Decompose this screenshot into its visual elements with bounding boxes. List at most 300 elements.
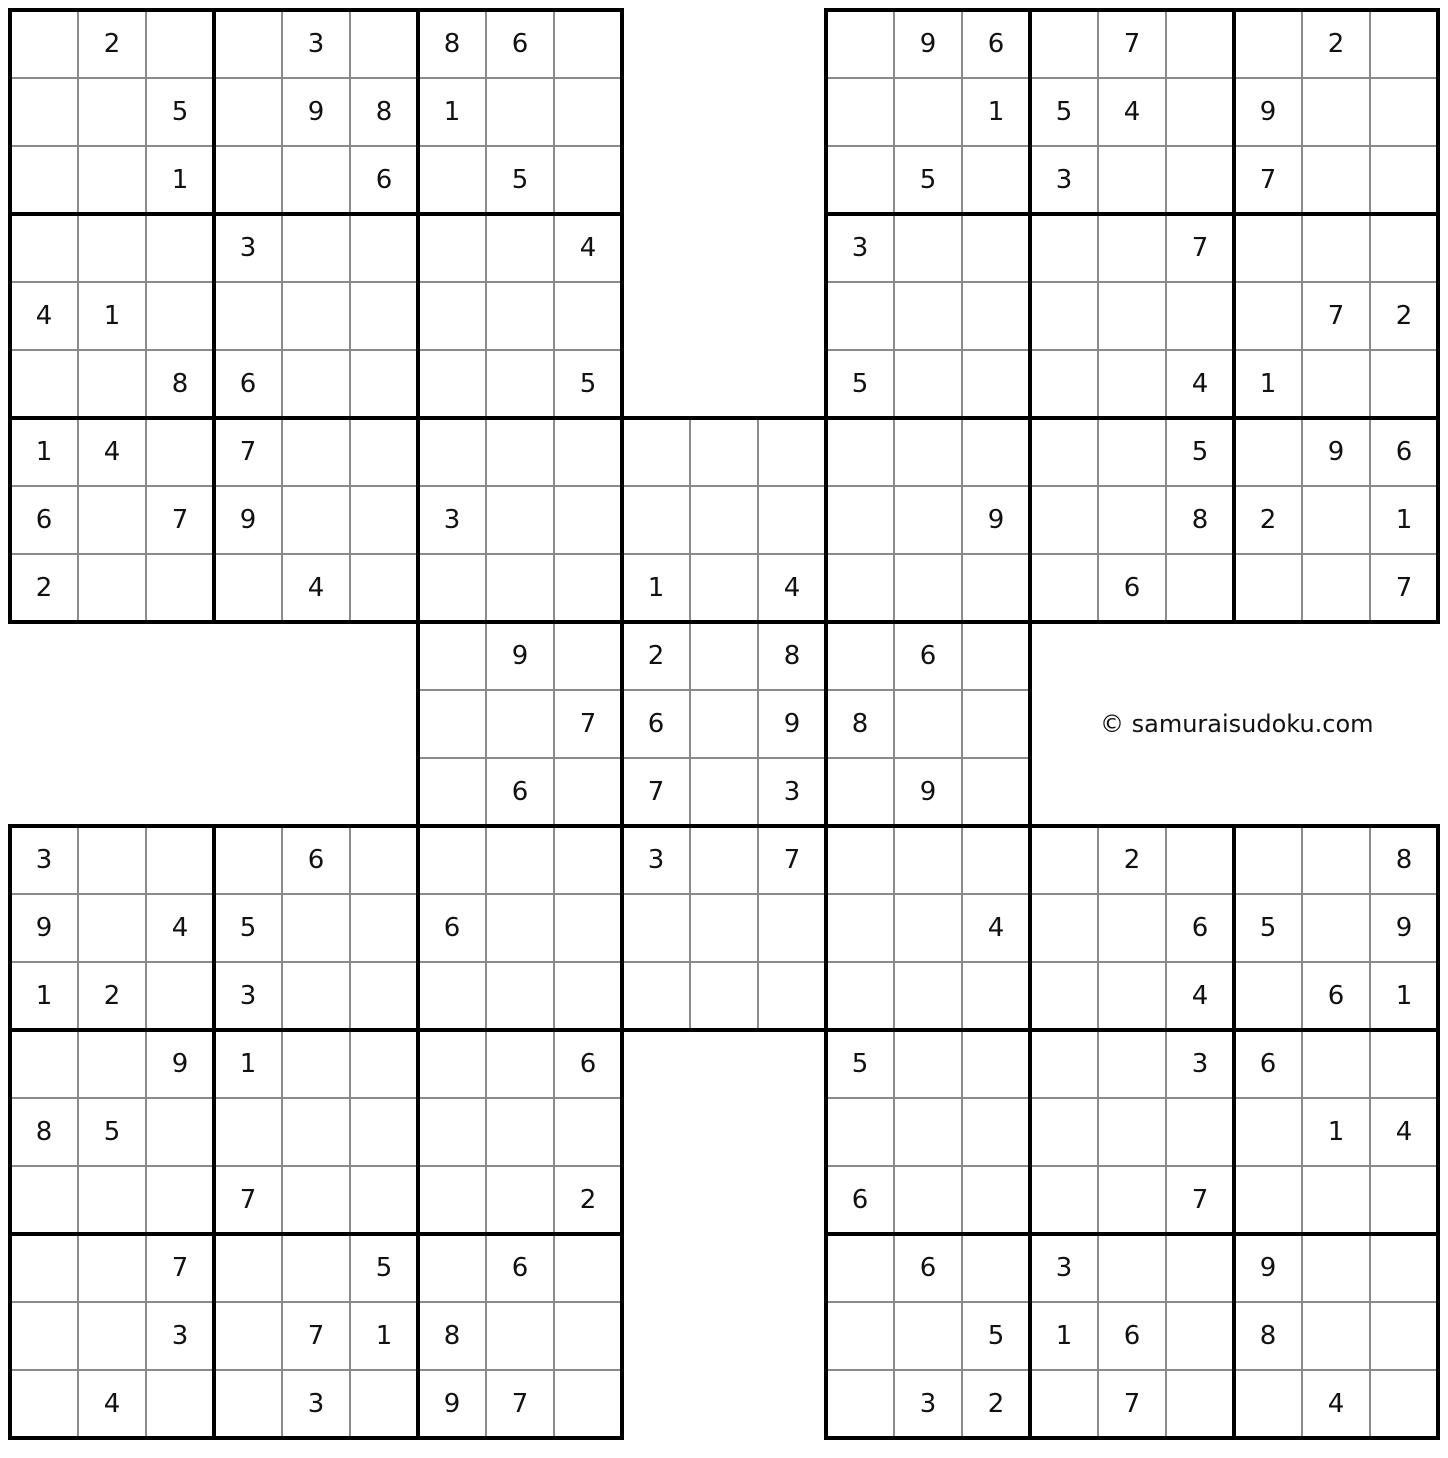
sudoku-cell-r4-c14[interactable] (962, 282, 1030, 350)
sudoku-cell-r19-c3[interactable] (214, 1302, 282, 1370)
sudoku-clue-r7-c14[interactable]: 9 (987, 505, 1005, 535)
sudoku-cell-r18-c4[interactable] (282, 1234, 350, 1302)
sudoku-cell-r3-c1[interactable] (78, 214, 146, 282)
sudoku-cell-r16-c13[interactable] (894, 1098, 962, 1166)
sudoku-cell-r20-c17[interactable] (1166, 1370, 1234, 1438)
sudoku-cell-r9-c10[interactable] (690, 622, 758, 690)
sudoku-clue-r15-c17[interactable]: 3 (1191, 1049, 1209, 1079)
sudoku-clue-r0-c7[interactable]: 6 (511, 29, 529, 59)
sudoku-clue-r1-c15[interactable]: 5 (1055, 97, 1073, 127)
sudoku-clue-r19-c4[interactable]: 7 (307, 1321, 325, 1351)
sudoku-clue-r4-c1[interactable]: 1 (103, 301, 121, 331)
sudoku-clue-r13-c18[interactable]: 5 (1259, 913, 1277, 943)
sudoku-cell-r2-c0[interactable] (10, 146, 78, 214)
sudoku-cell-r5-c16[interactable] (1098, 350, 1166, 418)
sudoku-cell-r1-c7[interactable] (486, 78, 554, 146)
sudoku-cell-r19-c8[interactable] (554, 1302, 622, 1370)
sudoku-clue-r15-c8[interactable]: 6 (579, 1049, 597, 1079)
sudoku-cell-r7-c1[interactable] (78, 486, 146, 554)
sudoku-cell-r0-c2[interactable] (146, 10, 214, 78)
sudoku-cell-r13-c4[interactable] (282, 894, 350, 962)
sudoku-clue-r4-c19[interactable]: 7 (1327, 301, 1345, 331)
sudoku-cell-r16-c4[interactable] (282, 1098, 350, 1166)
sudoku-cell-r4-c2[interactable] (146, 282, 214, 350)
sudoku-cell-r14-c12[interactable] (826, 962, 894, 1030)
sudoku-cell-r2-c20[interactable] (1370, 146, 1438, 214)
sudoku-clue-r15-c18[interactable]: 6 (1259, 1049, 1277, 1079)
sudoku-clue-r18-c2[interactable]: 7 (171, 1253, 189, 1283)
sudoku-cell-r13-c8[interactable] (554, 894, 622, 962)
sudoku-cell-r7-c7[interactable] (486, 486, 554, 554)
sudoku-cell-r4-c4[interactable] (282, 282, 350, 350)
sudoku-clue-r16-c0[interactable]: 8 (35, 1117, 53, 1147)
sudoku-clue-r6-c1[interactable]: 4 (103, 437, 121, 467)
sudoku-cell-r1-c19[interactable] (1302, 78, 1370, 146)
sudoku-clue-r19-c2[interactable]: 3 (171, 1321, 189, 1351)
sudoku-cell-r11-c6[interactable] (418, 758, 486, 826)
sudoku-cell-r18-c0[interactable] (10, 1234, 78, 1302)
sudoku-cell-r15-c0[interactable] (10, 1030, 78, 1098)
sudoku-clue-r18-c13[interactable]: 6 (919, 1253, 937, 1283)
sudoku-cell-r12-c5[interactable] (350, 826, 418, 894)
sudoku-cell-r6-c5[interactable] (350, 418, 418, 486)
sudoku-cell-r4-c17[interactable] (1166, 282, 1234, 350)
sudoku-cell-r18-c3[interactable] (214, 1234, 282, 1302)
sudoku-clue-r9-c9[interactable]: 2 (647, 641, 665, 671)
sudoku-cell-r6-c12[interactable] (826, 418, 894, 486)
sudoku-cell-r16-c12[interactable] (826, 1098, 894, 1166)
sudoku-cell-r19-c0[interactable] (10, 1302, 78, 1370)
sudoku-cell-r8-c3[interactable] (214, 554, 282, 622)
sudoku-cell-r13-c12[interactable] (826, 894, 894, 962)
sudoku-clue-r3-c3[interactable]: 3 (239, 233, 257, 263)
sudoku-cell-r12-c3[interactable] (214, 826, 282, 894)
sudoku-cell-r4-c13[interactable] (894, 282, 962, 350)
sudoku-cell-r15-c13[interactable] (894, 1030, 962, 1098)
sudoku-cell-r7-c9[interactable] (622, 486, 690, 554)
sudoku-cell-r15-c14[interactable] (962, 1030, 1030, 1098)
sudoku-cell-r5-c14[interactable] (962, 350, 1030, 418)
sudoku-cell-r2-c8[interactable] (554, 146, 622, 214)
sudoku-cell-r7-c16[interactable] (1098, 486, 1166, 554)
sudoku-cell-r18-c12[interactable] (826, 1234, 894, 1302)
sudoku-clue-r17-c12[interactable]: 6 (851, 1185, 869, 1215)
sudoku-cell-r18-c19[interactable] (1302, 1234, 1370, 1302)
sudoku-clue-r1-c14[interactable]: 1 (987, 97, 1005, 127)
sudoku-cell-r0-c15[interactable] (1030, 10, 1098, 78)
sudoku-cell-r14-c7[interactable] (486, 962, 554, 1030)
sudoku-clue-r20-c1[interactable]: 4 (103, 1389, 121, 1419)
sudoku-clue-r8-c20[interactable]: 7 (1395, 573, 1413, 603)
sudoku-cell-r18-c6[interactable] (418, 1234, 486, 1302)
sudoku-clue-r15-c3[interactable]: 1 (239, 1049, 257, 1079)
sudoku-cell-r11-c10[interactable] (690, 758, 758, 826)
sudoku-clue-r20-c6[interactable]: 9 (443, 1389, 461, 1419)
sudoku-cell-r15-c19[interactable] (1302, 1030, 1370, 1098)
sudoku-cell-r1-c0[interactable] (10, 78, 78, 146)
sudoku-clue-r13-c20[interactable]: 9 (1395, 913, 1413, 943)
sudoku-cell-r12-c17[interactable] (1166, 826, 1234, 894)
sudoku-cell-r0-c8[interactable] (554, 10, 622, 78)
sudoku-cell-r12-c8[interactable] (554, 826, 622, 894)
sudoku-cell-r5-c13[interactable] (894, 350, 962, 418)
sudoku-cell-r6-c9[interactable] (622, 418, 690, 486)
sudoku-clue-r9-c11[interactable]: 8 (783, 641, 801, 671)
sudoku-cell-r7-c4[interactable] (282, 486, 350, 554)
sudoku-clue-r10-c11[interactable]: 9 (783, 709, 801, 739)
sudoku-cell-r10-c7[interactable] (486, 690, 554, 758)
sudoku-clue-r10-c12[interactable]: 8 (851, 709, 869, 739)
sudoku-clue-r0-c6[interactable]: 8 (443, 29, 461, 59)
sudoku-cell-r4-c7[interactable] (486, 282, 554, 350)
sudoku-cell-r19-c20[interactable] (1370, 1302, 1438, 1370)
sudoku-cell-r7-c5[interactable] (350, 486, 418, 554)
sudoku-cell-r14-c16[interactable] (1098, 962, 1166, 1030)
sudoku-cell-r11-c8[interactable] (554, 758, 622, 826)
sudoku-clue-r4-c0[interactable]: 4 (35, 301, 53, 331)
sudoku-cell-r0-c12[interactable] (826, 10, 894, 78)
sudoku-cell-r0-c0[interactable] (10, 10, 78, 78)
sudoku-cell-r5-c5[interactable] (350, 350, 418, 418)
sudoku-clue-r19-c5[interactable]: 1 (375, 1321, 393, 1351)
sudoku-cell-r8-c10[interactable] (690, 554, 758, 622)
sudoku-cell-r13-c16[interactable] (1098, 894, 1166, 962)
sudoku-clue-r20-c14[interactable]: 2 (987, 1389, 1005, 1419)
sudoku-cell-r2-c16[interactable] (1098, 146, 1166, 214)
sudoku-cell-r19-c19[interactable] (1302, 1302, 1370, 1370)
sudoku-cell-r17-c13[interactable] (894, 1166, 962, 1234)
sudoku-cell-r9-c8[interactable] (554, 622, 622, 690)
sudoku-clue-r7-c20[interactable]: 1 (1395, 505, 1413, 535)
sudoku-cell-r16-c14[interactable] (962, 1098, 1030, 1166)
sudoku-clue-r11-c7[interactable]: 6 (511, 777, 529, 807)
sudoku-cell-r14-c9[interactable] (622, 962, 690, 1030)
sudoku-cell-r3-c14[interactable] (962, 214, 1030, 282)
sudoku-cell-r7-c15[interactable] (1030, 486, 1098, 554)
sudoku-cell-r1-c17[interactable] (1166, 78, 1234, 146)
sudoku-clue-r5-c12[interactable]: 5 (851, 369, 869, 399)
sudoku-cell-r16-c6[interactable] (418, 1098, 486, 1166)
sudoku-clue-r11-c11[interactable]: 3 (783, 777, 801, 807)
sudoku-clue-r5-c3[interactable]: 6 (239, 369, 257, 399)
sudoku-clue-r3-c17[interactable]: 7 (1191, 233, 1209, 263)
sudoku-cell-r12-c12[interactable] (826, 826, 894, 894)
sudoku-clue-r0-c4[interactable]: 3 (307, 29, 325, 59)
sudoku-clue-r4-c20[interactable]: 2 (1395, 301, 1413, 331)
sudoku-clue-r12-c16[interactable]: 2 (1123, 845, 1141, 875)
sudoku-cell-r5-c4[interactable] (282, 350, 350, 418)
sudoku-cell-r17-c7[interactable] (486, 1166, 554, 1234)
sudoku-cell-r5-c6[interactable] (418, 350, 486, 418)
sudoku-cell-r12-c14[interactable] (962, 826, 1030, 894)
sudoku-cell-r20-c8[interactable] (554, 1370, 622, 1438)
sudoku-clue-r7-c17[interactable]: 8 (1191, 505, 1209, 535)
sudoku-cell-r12-c2[interactable] (146, 826, 214, 894)
sudoku-cell-r17-c5[interactable] (350, 1166, 418, 1234)
sudoku-clue-r6-c3[interactable]: 7 (239, 437, 257, 467)
sudoku-cell-r19-c12[interactable] (826, 1302, 894, 1370)
sudoku-clue-r18-c5[interactable]: 5 (375, 1253, 393, 1283)
sudoku-cell-r16-c3[interactable] (214, 1098, 282, 1166)
sudoku-cell-r8-c7[interactable] (486, 554, 554, 622)
sudoku-cell-r2-c19[interactable] (1302, 146, 1370, 214)
sudoku-cell-r10-c10[interactable] (690, 690, 758, 758)
sudoku-cell-r13-c1[interactable] (78, 894, 146, 962)
sudoku-cell-r2-c1[interactable] (78, 146, 146, 214)
sudoku-cell-r3-c18[interactable] (1234, 214, 1302, 282)
sudoku-cell-r17-c20[interactable] (1370, 1166, 1438, 1234)
sudoku-cell-r17-c6[interactable] (418, 1166, 486, 1234)
sudoku-clue-r1-c6[interactable]: 1 (443, 97, 461, 127)
sudoku-cell-r8-c14[interactable] (962, 554, 1030, 622)
sudoku-clue-r0-c16[interactable]: 7 (1123, 29, 1141, 59)
sudoku-cell-r17-c0[interactable] (10, 1166, 78, 1234)
sudoku-cell-r14-c14[interactable] (962, 962, 1030, 1030)
sudoku-cell-r6-c8[interactable] (554, 418, 622, 486)
sudoku-cell-r18-c1[interactable] (78, 1234, 146, 1302)
sudoku-cell-r17-c2[interactable] (146, 1166, 214, 1234)
sudoku-cell-r6-c7[interactable] (486, 418, 554, 486)
sudoku-cell-r19-c1[interactable] (78, 1302, 146, 1370)
sudoku-cell-r13-c7[interactable] (486, 894, 554, 962)
sudoku-clue-r10-c9[interactable]: 6 (647, 709, 665, 739)
sudoku-clue-r8-c11[interactable]: 4 (783, 573, 801, 603)
sudoku-cell-r4-c6[interactable] (418, 282, 486, 350)
sudoku-cell-r14-c13[interactable] (894, 962, 962, 1030)
sudoku-clue-r19-c6[interactable]: 8 (443, 1321, 461, 1351)
sudoku-clue-r10-c8[interactable]: 7 (579, 709, 597, 739)
sudoku-cell-r1-c1[interactable] (78, 78, 146, 146)
sudoku-clue-r6-c0[interactable]: 1 (35, 437, 53, 467)
sudoku-cell-r12-c13[interactable] (894, 826, 962, 894)
sudoku-cell-r5-c19[interactable] (1302, 350, 1370, 418)
sudoku-clue-r17-c17[interactable]: 7 (1191, 1185, 1209, 1215)
sudoku-clue-r0-c19[interactable]: 2 (1327, 29, 1345, 59)
sudoku-cell-r7-c13[interactable] (894, 486, 962, 554)
sudoku-clue-r16-c19[interactable]: 1 (1327, 1117, 1345, 1147)
sudoku-clue-r7-c18[interactable]: 2 (1259, 505, 1277, 535)
sudoku-cell-r4-c18[interactable] (1234, 282, 1302, 350)
sudoku-cell-r2-c6[interactable] (418, 146, 486, 214)
sudoku-cell-r4-c5[interactable] (350, 282, 418, 350)
sudoku-cell-r1-c8[interactable] (554, 78, 622, 146)
sudoku-cell-r20-c20[interactable] (1370, 1370, 1438, 1438)
sudoku-clue-r18-c7[interactable]: 6 (511, 1253, 529, 1283)
sudoku-cell-r15-c6[interactable] (418, 1030, 486, 1098)
sudoku-cell-r1-c13[interactable] (894, 78, 962, 146)
sudoku-cell-r3-c19[interactable] (1302, 214, 1370, 282)
sudoku-cell-r5-c15[interactable] (1030, 350, 1098, 418)
sudoku-cell-r17-c18[interactable] (1234, 1166, 1302, 1234)
sudoku-cell-r14-c8[interactable] (554, 962, 622, 1030)
sudoku-cell-r8-c8[interactable] (554, 554, 622, 622)
sudoku-cell-r14-c4[interactable] (282, 962, 350, 1030)
sudoku-cell-r4-c3[interactable] (214, 282, 282, 350)
sudoku-cell-r0-c17[interactable] (1166, 10, 1234, 78)
sudoku-clue-r8-c4[interactable]: 4 (307, 573, 325, 603)
sudoku-clue-r2-c2[interactable]: 1 (171, 165, 189, 195)
sudoku-cell-r11-c12[interactable] (826, 758, 894, 826)
sudoku-clue-r16-c20[interactable]: 4 (1395, 1117, 1413, 1147)
sudoku-cell-r9-c14[interactable] (962, 622, 1030, 690)
sudoku-clue-r12-c11[interactable]: 7 (783, 845, 801, 875)
sudoku-cell-r14-c10[interactable] (690, 962, 758, 1030)
sudoku-clue-r12-c9[interactable]: 3 (647, 845, 665, 875)
sudoku-clue-r13-c3[interactable]: 5 (239, 913, 257, 943)
sudoku-cell-r17-c14[interactable] (962, 1166, 1030, 1234)
sudoku-clue-r2-c18[interactable]: 7 (1259, 165, 1277, 195)
sudoku-clue-r20-c16[interactable]: 7 (1123, 1389, 1141, 1419)
sudoku-clue-r13-c6[interactable]: 6 (443, 913, 461, 943)
sudoku-cell-r10-c14[interactable] (962, 690, 1030, 758)
sudoku-cell-r3-c7[interactable] (486, 214, 554, 282)
sudoku-clue-r12-c20[interactable]: 8 (1395, 845, 1413, 875)
sudoku-cell-r20-c12[interactable] (826, 1370, 894, 1438)
sudoku-cell-r8-c18[interactable] (1234, 554, 1302, 622)
sudoku-cell-r6-c10[interactable] (690, 418, 758, 486)
sudoku-clue-r1-c2[interactable]: 5 (171, 97, 189, 127)
sudoku-cell-r12-c19[interactable] (1302, 826, 1370, 894)
sudoku-clue-r6-c19[interactable]: 9 (1327, 437, 1345, 467)
sudoku-clue-r14-c20[interactable]: 1 (1395, 981, 1413, 1011)
sudoku-clue-r14-c3[interactable]: 3 (239, 981, 257, 1011)
sudoku-cell-r17-c15[interactable] (1030, 1166, 1098, 1234)
sudoku-cell-r18-c8[interactable] (554, 1234, 622, 1302)
sudoku-cell-r3-c5[interactable] (350, 214, 418, 282)
sudoku-cell-r19-c7[interactable] (486, 1302, 554, 1370)
sudoku-cell-r13-c10[interactable] (690, 894, 758, 962)
sudoku-cell-r15-c1[interactable] (78, 1030, 146, 1098)
sudoku-clue-r2-c15[interactable]: 3 (1055, 165, 1073, 195)
sudoku-cell-r5-c7[interactable] (486, 350, 554, 418)
sudoku-cell-r0-c20[interactable] (1370, 10, 1438, 78)
sudoku-cell-r7-c19[interactable] (1302, 486, 1370, 554)
sudoku-cell-r10-c13[interactable] (894, 690, 962, 758)
sudoku-cell-r8-c1[interactable] (78, 554, 146, 622)
sudoku-clue-r1-c18[interactable]: 9 (1259, 97, 1277, 127)
sudoku-clue-r20-c13[interactable]: 3 (919, 1389, 937, 1419)
sudoku-cell-r11-c14[interactable] (962, 758, 1030, 826)
sudoku-clue-r5-c8[interactable]: 5 (579, 369, 597, 399)
sudoku-cell-r7-c8[interactable] (554, 486, 622, 554)
sudoku-cell-r3-c20[interactable] (1370, 214, 1438, 282)
sudoku-cell-r13-c15[interactable] (1030, 894, 1098, 962)
sudoku-clue-r5-c18[interactable]: 1 (1259, 369, 1277, 399)
sudoku-clue-r0-c14[interactable]: 6 (987, 29, 1005, 59)
sudoku-clue-r1-c5[interactable]: 8 (375, 97, 393, 127)
sudoku-cell-r17-c4[interactable] (282, 1166, 350, 1234)
sudoku-cell-r6-c15[interactable] (1030, 418, 1098, 486)
sudoku-cell-r17-c16[interactable] (1098, 1166, 1166, 1234)
sudoku-cell-r1-c12[interactable] (826, 78, 894, 146)
sudoku-cell-r12-c10[interactable] (690, 826, 758, 894)
sudoku-cell-r6-c13[interactable] (894, 418, 962, 486)
sudoku-cell-r4-c16[interactable] (1098, 282, 1166, 350)
sudoku-cell-r12-c7[interactable] (486, 826, 554, 894)
sudoku-clue-r7-c2[interactable]: 7 (171, 505, 189, 535)
sudoku-clue-r8-c16[interactable]: 6 (1123, 573, 1141, 603)
sudoku-cell-r14-c18[interactable] (1234, 962, 1302, 1030)
sudoku-cell-r0-c18[interactable] (1234, 10, 1302, 78)
sudoku-cell-r8-c15[interactable] (1030, 554, 1098, 622)
sudoku-clue-r3-c8[interactable]: 4 (579, 233, 597, 263)
sudoku-clue-r15-c2[interactable]: 9 (171, 1049, 189, 1079)
sudoku-cell-r14-c11[interactable] (758, 962, 826, 1030)
sudoku-cell-r10-c6[interactable] (418, 690, 486, 758)
sudoku-clue-r2-c5[interactable]: 6 (375, 165, 393, 195)
sudoku-cell-r16-c2[interactable] (146, 1098, 214, 1166)
sudoku-clue-r12-c4[interactable]: 6 (307, 845, 325, 875)
sudoku-clue-r13-c2[interactable]: 4 (171, 913, 189, 943)
sudoku-clue-r15-c12[interactable]: 5 (851, 1049, 869, 1079)
sudoku-cell-r13-c19[interactable] (1302, 894, 1370, 962)
sudoku-clue-r19-c15[interactable]: 1 (1055, 1321, 1073, 1351)
sudoku-cell-r16-c7[interactable] (486, 1098, 554, 1166)
sudoku-cell-r7-c11[interactable] (758, 486, 826, 554)
sudoku-clue-r5-c17[interactable]: 4 (1191, 369, 1209, 399)
sudoku-cell-r6-c2[interactable] (146, 418, 214, 486)
sudoku-cell-r12-c6[interactable] (418, 826, 486, 894)
sudoku-clue-r13-c17[interactable]: 6 (1191, 913, 1209, 943)
sudoku-cell-r16-c16[interactable] (1098, 1098, 1166, 1166)
sudoku-clue-r9-c7[interactable]: 9 (511, 641, 529, 671)
sudoku-cell-r16-c18[interactable] (1234, 1098, 1302, 1166)
sudoku-cell-r0-c5[interactable] (350, 10, 418, 78)
sudoku-cell-r2-c3[interactable] (214, 146, 282, 214)
sudoku-cell-r2-c17[interactable] (1166, 146, 1234, 214)
sudoku-cell-r16-c17[interactable] (1166, 1098, 1234, 1166)
sudoku-cell-r2-c4[interactable] (282, 146, 350, 214)
sudoku-cell-r3-c6[interactable] (418, 214, 486, 282)
sudoku-cell-r6-c18[interactable] (1234, 418, 1302, 486)
sudoku-cell-r6-c11[interactable] (758, 418, 826, 486)
sudoku-clue-r17-c8[interactable]: 2 (579, 1185, 597, 1215)
sudoku-cell-r16-c8[interactable] (554, 1098, 622, 1166)
sudoku-cell-r17-c1[interactable] (78, 1166, 146, 1234)
sudoku-clue-r16-c1[interactable]: 5 (103, 1117, 121, 1147)
sudoku-cell-r0-c3[interactable] (214, 10, 282, 78)
sudoku-clue-r11-c9[interactable]: 7 (647, 777, 665, 807)
sudoku-clue-r13-c0[interactable]: 9 (35, 913, 53, 943)
sudoku-clue-r18-c18[interactable]: 9 (1259, 1253, 1277, 1283)
sudoku-cell-r18-c14[interactable] (962, 1234, 1030, 1302)
sudoku-cell-r17-c19[interactable] (1302, 1166, 1370, 1234)
sudoku-clue-r19-c14[interactable]: 5 (987, 1321, 1005, 1351)
sudoku-cell-r14-c6[interactable] (418, 962, 486, 1030)
sudoku-clue-r5-c2[interactable]: 8 (171, 369, 189, 399)
sudoku-cell-r8-c17[interactable] (1166, 554, 1234, 622)
sudoku-clue-r17-c3[interactable]: 7 (239, 1185, 257, 1215)
sudoku-cell-r7-c12[interactable] (826, 486, 894, 554)
sudoku-cell-r19-c13[interactable] (894, 1302, 962, 1370)
sudoku-cell-r20-c18[interactable] (1234, 1370, 1302, 1438)
sudoku-cell-r8-c6[interactable] (418, 554, 486, 622)
sudoku-cell-r20-c15[interactable] (1030, 1370, 1098, 1438)
sudoku-clue-r8-c9[interactable]: 1 (647, 573, 665, 603)
sudoku-cell-r3-c0[interactable] (10, 214, 78, 282)
sudoku-cell-r1-c20[interactable] (1370, 78, 1438, 146)
sudoku-cell-r12-c15[interactable] (1030, 826, 1098, 894)
sudoku-cell-r6-c16[interactable] (1098, 418, 1166, 486)
sudoku-cell-r15-c4[interactable] (282, 1030, 350, 1098)
sudoku-clue-r0-c13[interactable]: 9 (919, 29, 937, 59)
sudoku-cell-r18-c17[interactable] (1166, 1234, 1234, 1302)
sudoku-clue-r20-c4[interactable]: 3 (307, 1389, 325, 1419)
sudoku-cell-r20-c0[interactable] (10, 1370, 78, 1438)
sudoku-cell-r15-c20[interactable] (1370, 1030, 1438, 1098)
sudoku-clue-r20-c19[interactable]: 4 (1327, 1389, 1345, 1419)
sudoku-cell-r13-c11[interactable] (758, 894, 826, 962)
